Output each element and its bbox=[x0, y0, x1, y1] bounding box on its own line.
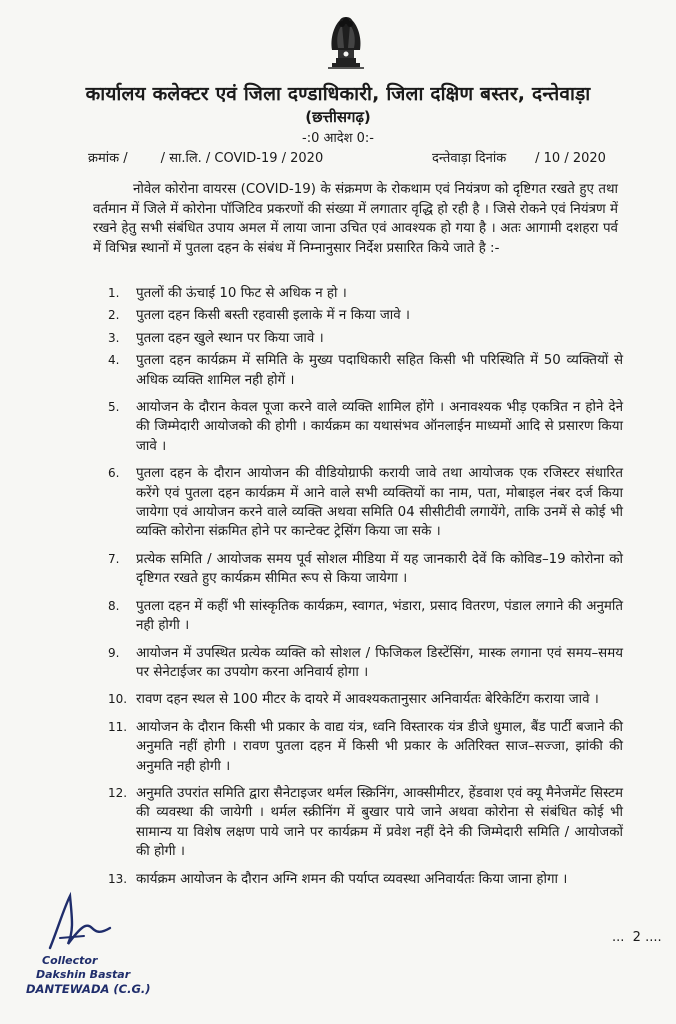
list-item: 10. रावण दहन स्थल से 100 मीटर के दायरे में आवश्यकतानुसार अनिवार्यतः बेरिकेटिंग कराया जावे । bbox=[108, 692, 599, 708]
stamp-district: Dakshin Bastar bbox=[36, 968, 131, 981]
stamp-designation: Collector bbox=[42, 954, 98, 967]
list-item: 5. आयोजन के दौरान केवल पूजा करने वाले व्यक्ति शामिल होंगे । अनावश्यक भीड़ एकत्रित न होने देने की जिम्मेदारी आयोजको की होगी । कार्यक्रम का यथासंभव ऑनलाईन माध्यमों आदि से प्रसारण किया जावे । bbox=[108, 400, 623, 454]
office-title: कार्यालय कलेक्टर एवं जिला दण्डाधिकारी, जिला दक्षिण बस्तर, दन्तेवाड़ा bbox=[85, 83, 591, 105]
list-item: 13. कार्यक्रम आयोजन के दौरान अग्नि शमन की पर्याप्त व्यवस्था अनिवार्यतः किया जाना होगा । bbox=[108, 871, 568, 887]
stamp-location: DANTEWADA (C.G.) bbox=[26, 982, 151, 996]
list-item: 9. आयोजन में उपस्थित प्रत्येक व्यक्ति को सोशल / फिजिकल डिस्टेंसिंग, मास्क लगाना एवं समय–समय पर सेनेटाईजर का उपयोग करना अनिवार्य होगा । bbox=[108, 645, 623, 680]
list-item: 1. पुतलों की ऊंचाई 10 फिट से अधिक न हो । bbox=[108, 286, 347, 301]
order-heading: -:0 आदेश 0:- bbox=[302, 131, 374, 146]
page-number: ... 2 .... bbox=[612, 930, 662, 945]
list-item: 2. पुतला दहन किसी बस्ती रहवासी इलाके में न किया जावे । bbox=[108, 308, 411, 324]
collector-signature-block bbox=[22, 888, 212, 1018]
list-item: 6. पुतला दहन के दौरान आयोजन की वीडियोग्राफी करायी जावे तथा आयोजक एक रजिस्टर संधारित करेंगे एवं पुतला दहन कार्यक्रम में आने वाले सभी व्यक्तियों का नाम, पता, मोबाइल नंबर दर्ज किया जायेगा एवं आयोजन करने वाले व्यक्ति अथवा समिति 04 सीसीटीवी लगायेंगे, ताकि उनमें से कोई भी व्यक्ति कोरोना संक्रमित होने पर कान्टेक्ट ट्रेसिंग किया जा सके । bbox=[108, 466, 623, 540]
state-name: (छत्तीसगढ़) bbox=[305, 108, 371, 126]
list-item: 3. पुतला दहन खुले स्थान पर किया जावे । bbox=[108, 330, 324, 346]
national-emblem-icon bbox=[318, 8, 374, 72]
intro-paragraph: नोवेल कोरोना वायरस (COVID-19) के संक्रमण के रोकथाम एवं नियंत्रण को दृष्टिगत रखते हुए तथा वर्तमान में जिले में कोरोना पॉजिटिव प्रकरणों की संख्या में लगातार वृद्धि हो रही है । जिसे रोकने एवं नियंत्रण में रखने हेतु सभी संबंधित उपाय अमल में लाया जाना उचित एवं आवश्यक हो गया है । अतः आगामी दशहरा पर्व में विभिन्न स्थानों में पुतला दहन के संबंध में निम्नानुसार निर्देश प्रसारित किये जाते है :- bbox=[93, 182, 618, 256]
list-item: 4. पुतला दहन कार्यक्रम में समिति के मुख्य पदाधिकारी सहित किसी भी परिस्थिति में 50 व्यक्तियों से अधिक व्यक्ति शामिल नही होगें । bbox=[108, 353, 623, 388]
order-date: दन्तेवाड़ा दिनांक / 10 / 2020 bbox=[432, 151, 606, 166]
list-item: 11. आयोजन के दौरान किसी भी प्रकार के वाद्य यंत्र, ध्वनि विस्तारक यंत्र डीजे धुमाल, बैंड पार्टी बजाने की अनुमति नहीं होगी । रावण पुतला दहन में किसी भी प्रकार के अतिरिक्त साज–सज्जा, झांकी की अनुमति नही होगी । bbox=[108, 719, 623, 774]
directive-list bbox=[108, 284, 623, 889]
reference-number: क्रमांक / / सा.लि. / COVID-19 / 2020 bbox=[88, 151, 324, 166]
list-item: 7. प्रत्येक समिति / आयोजक समय पूर्व सोशल मीडिया में यह जानकारी देवें कि कोविड–19 कोरोना को दृष्टिगत रखते हुए कार्यक्रम सीमित रूप से किया जायेगा । bbox=[108, 551, 623, 587]
list-item: 8. पुतला दहन में कहीं भी सांस्कृतिक कार्यक्रम, स्वागत, भंडारा, प्रसाद वितरण, पंडाल लगाने की अनुमति नही होगी । bbox=[108, 598, 623, 634]
handwritten-signature-icon bbox=[40, 888, 120, 958]
list-item: 12. अनुमति उपरांत समिति द्वारा सैनेटाइजर थर्मल स्क्रिनिंग, आक्सीमीटर, हेंडवाश एवं क्यू मैनेजमेंट सिस्टम की व्यवस्था की जायेगी । थर्मल स्क्रीनिंग में बुखार पाये जाने अथवा कोरोना से संबंधित कोई भी सामान्य या विशेष लक्षण पाये जाने पर कार्यक्रम में प्रवेश नहीं देने की जिम्मेदारी समिति / आयोजकों की होगी । bbox=[108, 785, 623, 860]
